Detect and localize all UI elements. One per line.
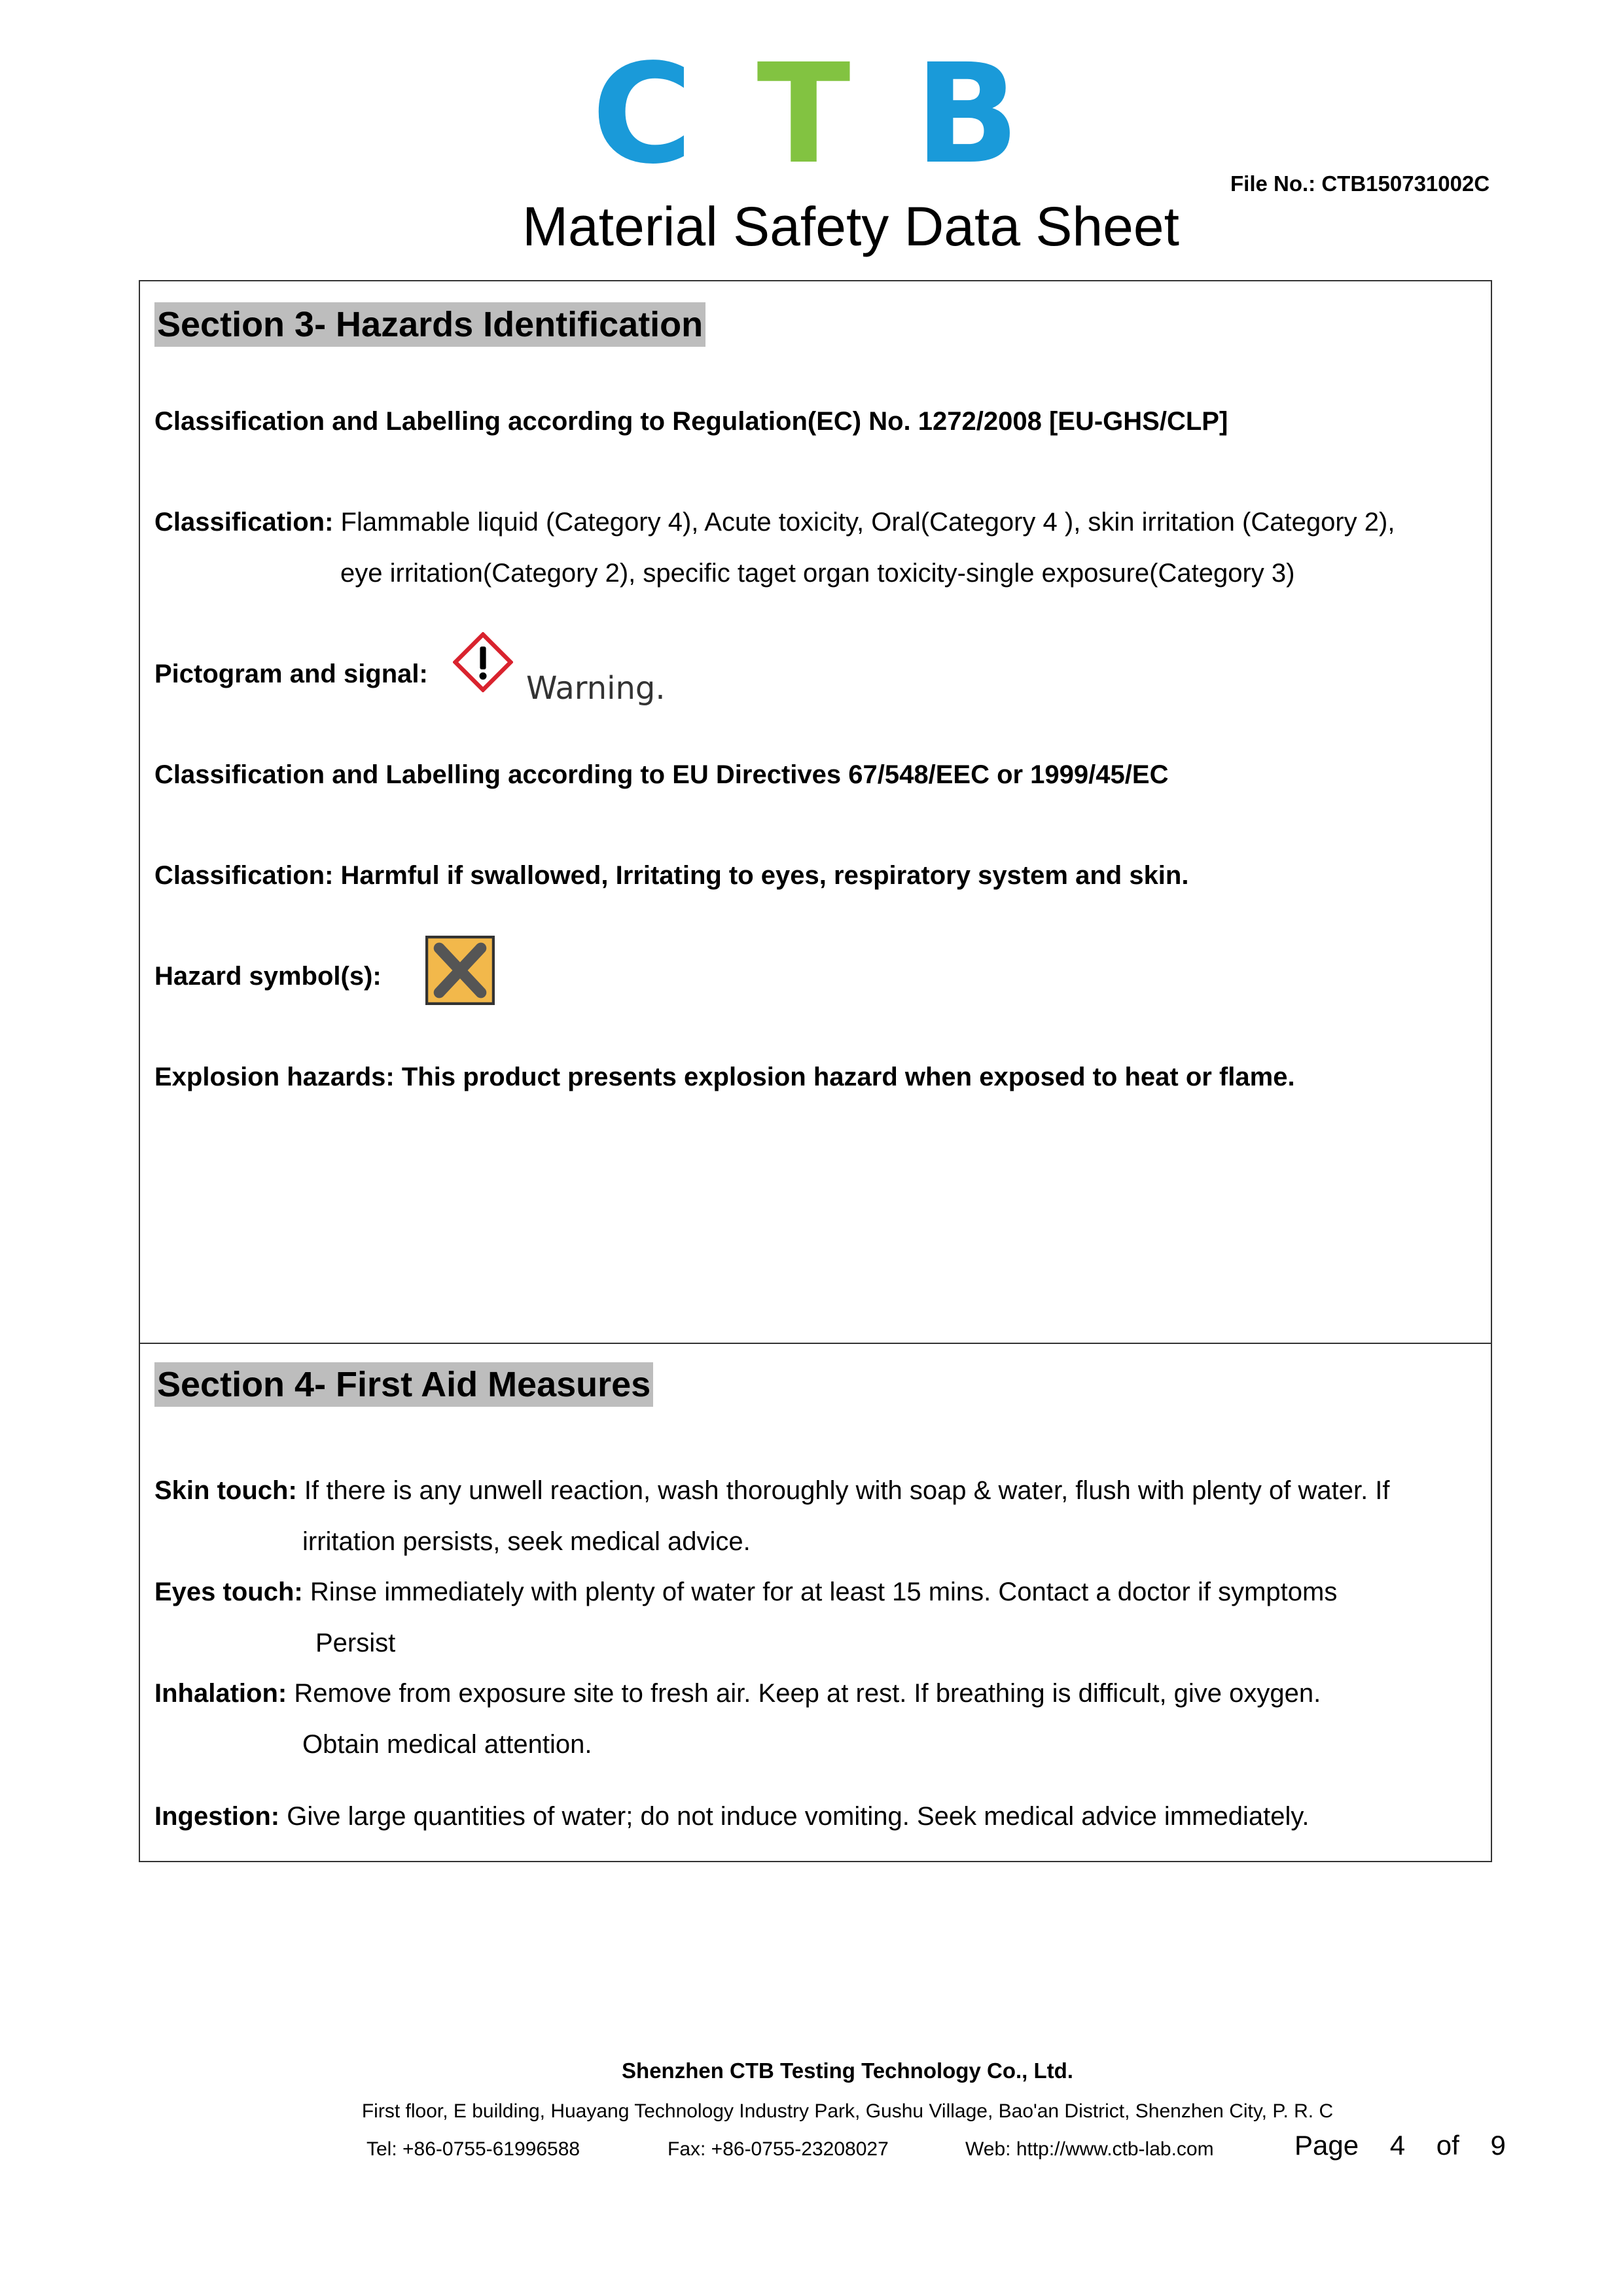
- footer-website: Web: http://www.ctb-lab.com: [965, 2138, 1214, 2160]
- skin-touch-line-1: [154, 1475, 1390, 1506]
- page-indicator: [1294, 2130, 1506, 2161]
- skin-touch-text-1: If there is any unwell reaction, wash thoroughly with soap & water, flush with plenty of water. If: [296, 1476, 1390, 1505]
- exclamation-mark-diamond-icon: [453, 632, 513, 692]
- eyes-touch-text-1: Rinse immediately with plenty of water for at least 15 mins. Contact a doctor if symptoms: [302, 1578, 1338, 1606]
- pictogram-label: Pictogram and signal:: [154, 660, 428, 688]
- eyes-touch-line-1: [154, 1576, 1337, 1608]
- page-total: 9: [1490, 2130, 1506, 2161]
- logo-letter-c: C: [592, 34, 705, 194]
- inhalation-label: Inhalation:: [154, 1679, 287, 1708]
- skin-touch-label: Skin touch:: [154, 1476, 297, 1505]
- page-word: Page: [1294, 2130, 1359, 2161]
- section-4-box: [139, 1343, 1492, 1862]
- ingestion-label: Ingestion:: [154, 1802, 280, 1831]
- inhalation-line-1: [154, 1678, 1321, 1709]
- classification-label: Classification:: [154, 508, 334, 537]
- footer-telephone: Tel: +86-0755-61996588: [366, 2138, 580, 2160]
- harmful-x-cross-icon: [425, 936, 495, 1005]
- ingestion-line: [154, 1801, 1309, 1832]
- document-title: Material Safety Data Sheet: [522, 196, 1179, 257]
- section-4-heading: Section 4- First Aid Measures: [154, 1362, 653, 1407]
- footer-fax: Fax: +86-0755-23208027: [668, 2138, 889, 2160]
- page-number: 4: [1389, 2130, 1406, 2161]
- classification-text-1: Flammable liquid (Category 4), Acute toxicity, Oral(Category 4 ), skin irritation (Category 2),: [333, 508, 1395, 537]
- of-word: of: [1436, 2130, 1459, 2161]
- skin-touch-text-2: irritation persists, seek medical advice.: [302, 1527, 751, 1556]
- clp-heading: Classification and Labelling according to Regulation(EC) No. 1272/2008 [EU-GHS/CLP]: [154, 407, 1228, 436]
- eu-classification: Classification: Harmful if swallowed, Irritating to eyes, respiratory system and skin.: [154, 861, 1189, 890]
- footer-company-name: Shenzhen CTB Testing Technology Co., Ltd.: [622, 2058, 1073, 2083]
- clp-classification-line-1: [154, 506, 1395, 538]
- inhalation-text-2: Obtain medical attention.: [302, 1730, 592, 1759]
- eu-directives-heading: Classification and Labelling according to EU Directives 67/548/EEC or 1999/45/EC: [154, 760, 1169, 789]
- eyes-touch-label: Eyes touch:: [154, 1578, 303, 1606]
- hazard-symbol-label: Hazard symbol(s):: [154, 962, 382, 991]
- footer-address: First floor, E building, Huayang Technology Industry Park, Gushu Village, Bao'an District, Shenzhen City, P. R. C: [361, 2100, 1334, 2122]
- explosion-hazards: Explosion hazards: This product presents explosion hazard when exposed to heat or flame.: [154, 1063, 1295, 1091]
- classification-text-2: eye irritation(Category 2), specific taget organ toxicity-single exposure(Category 3): [340, 559, 1295, 588]
- eyes-touch-text-2: Persist: [315, 1629, 396, 1657]
- logo-letter-b: B: [914, 34, 1031, 194]
- file-number: File No.: CTB150731002C: [1230, 171, 1490, 196]
- logo-letter-t: T: [757, 34, 863, 194]
- ingestion-text: Give large quantities of water; do not induce vomiting. Seek medical advice immediately.: [279, 1802, 1310, 1831]
- signal-word: Warning.: [526, 670, 666, 707]
- section-3-box: [139, 280, 1492, 1344]
- section-3-heading: Section 3- Hazards Identification: [154, 302, 705, 347]
- inhalation-text-1: Remove from exposure site to fresh air. Keep at rest. If breathing is difficult, give oxygen.: [287, 1679, 1321, 1708]
